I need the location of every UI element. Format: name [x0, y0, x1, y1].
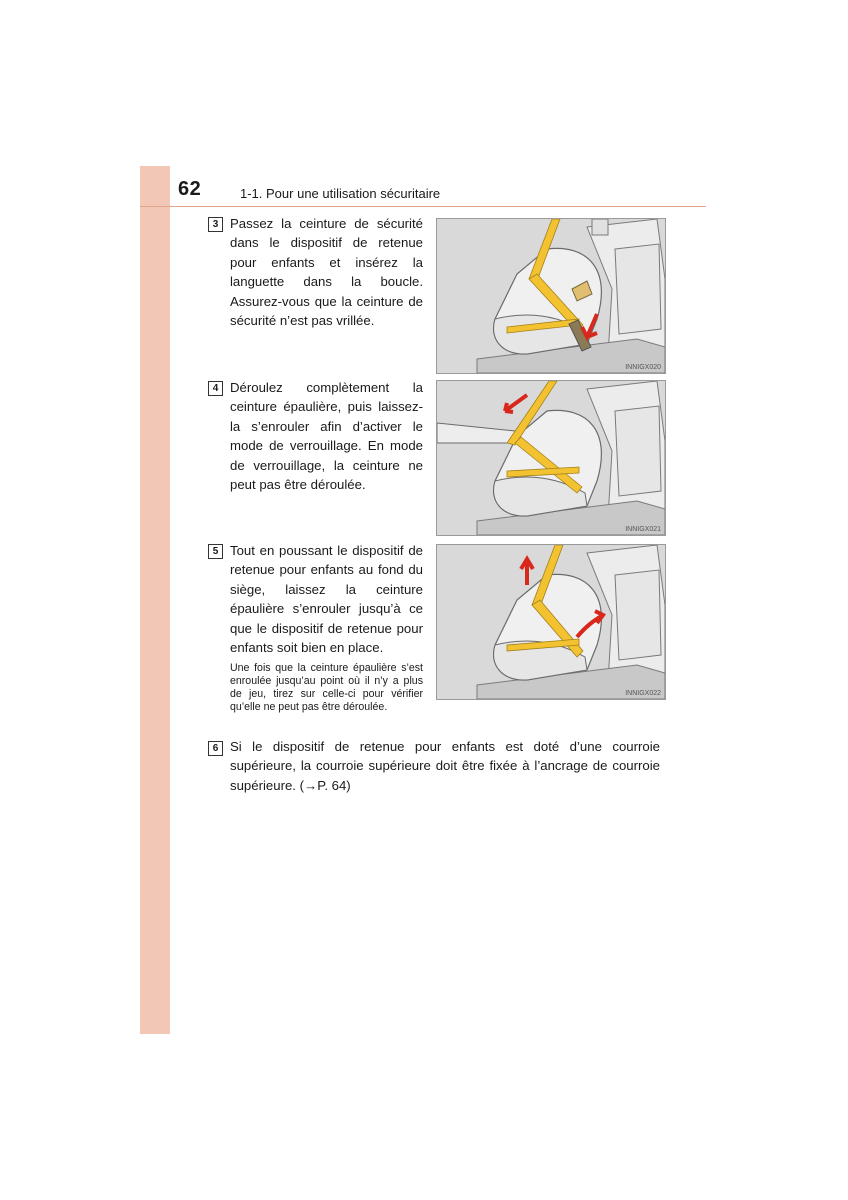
- side-tab-band: [140, 166, 170, 1034]
- page-number: 62: [178, 178, 202, 200]
- figure-step-4: [436, 380, 666, 536]
- step-5-text: Tout en poussant le dispositif de retenue pour enfants au fond du siège, laissez la ceinture épaulière s’enrouler jusqu’à ce que le dispositif de retenue pour enfants soit bien en place.: [230, 543, 423, 656]
- figure-step-5: [436, 544, 666, 700]
- header-rule: [140, 206, 706, 207]
- child-seat-illustration-1: [437, 219, 665, 373]
- step-3-text: Passez la ceinture de sécurité dans le dispositif de retenue pour enfants et insérez la languette dans la boucle. Assurez-vous que la ceinture de sécurité n’est pas vrillée.: [230, 216, 423, 329]
- figure-step-3: [436, 218, 666, 374]
- step-6-text: Si le dispositif de retenue pour enfants est doté d’une courroie supérieure, la courroie supérieure doit être fixée à l’ancrage de courroie supérieure. (→P. 64): [230, 739, 660, 793]
- child-seat-illustration-3: [437, 545, 665, 699]
- section-title: 1-1. Pour une utilisation sécuritaire: [240, 186, 441, 201]
- step-3-badge: 3: [208, 217, 223, 232]
- step-4-text: Déroulez complètement la ceinture épaulière, puis laissez-la s’enrouler afin d’activer le mode de verrouillage. En mode de verrouillage, la ceinture ne peut pas être déroulée.: [230, 380, 423, 493]
- step-6-badge: 6: [208, 741, 223, 756]
- figure-code: INNIGX020: [625, 364, 661, 371]
- step-5-badge: 5: [208, 544, 223, 559]
- figure-code: INNIGX022: [625, 690, 661, 697]
- step-4-badge: 4: [208, 381, 223, 396]
- step-5-note: Une fois que la ceinture épaulière s’est enroulée jusqu’au point où il n’y a plus de jeu, tirez sur celle-ci pour vérifier qu’elle ne peut pas être déroulée.: [230, 662, 423, 713]
- child-seat-illustration-2: [437, 381, 665, 535]
- figure-code: INNIGX021: [625, 526, 661, 533]
